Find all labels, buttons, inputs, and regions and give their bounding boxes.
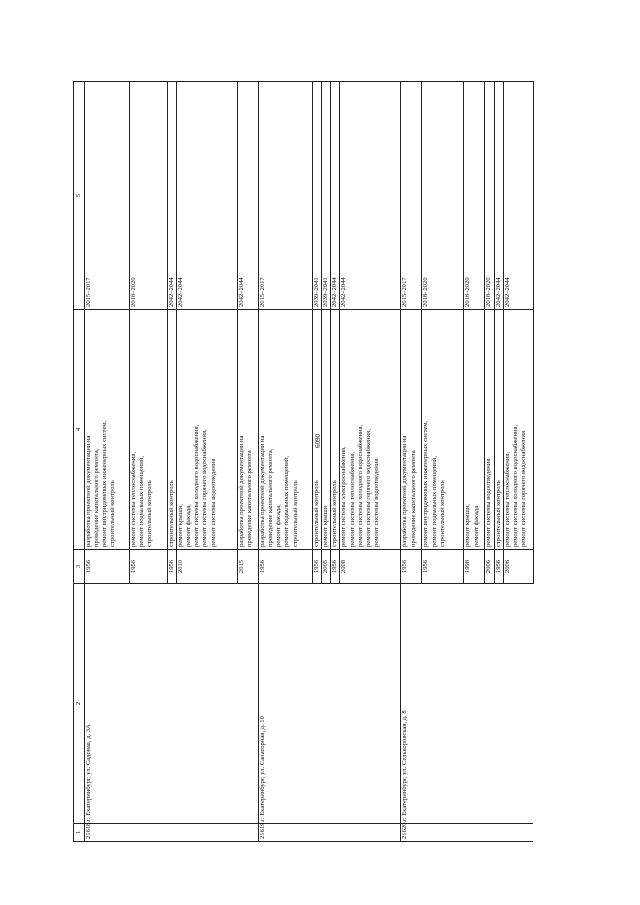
work-item: проведение капитального ремонта: [246, 450, 254, 547]
work-item: ремонт системы теплоснабжения,: [348, 452, 356, 547]
table-row: [238, 82, 259, 842]
works-list: [422, 310, 464, 550]
repair-period: 2039–2041: [322, 82, 331, 310]
work-item: ремонт фасада,: [275, 504, 283, 547]
row-number: [238, 824, 259, 842]
work-item: строительный контроль: [146, 480, 154, 547]
work-item: строительный контроль: [313, 480, 321, 547]
header-row: [74, 82, 85, 842]
commission-year: 2006: [503, 550, 533, 584]
work-item: разработка проектной документации на: [401, 435, 409, 547]
header-cell: 2: [74, 584, 85, 824]
row-number: [494, 824, 503, 842]
commission-year: 1956: [422, 550, 464, 584]
work-item: ремонт подвальных помещений,: [138, 456, 146, 547]
table-row: [485, 82, 494, 842]
rotated-table-wrapper: [73, 82, 583, 842]
address: [464, 584, 485, 824]
works-list: [331, 310, 340, 550]
row-number: [177, 824, 238, 842]
works-list: [464, 310, 485, 550]
repair-schedule-table: [73, 81, 534, 842]
work-item: проведение капитального ремонта: [409, 450, 417, 547]
table-row: [130, 82, 168, 842]
table-row: [177, 82, 238, 842]
address: [177, 584, 238, 824]
work-item: ремонт системы электроснабжения,: [340, 446, 348, 547]
work-item: ремонт системы горячего водоснабжения,: [364, 429, 372, 547]
works-list: [177, 310, 238, 550]
table-row: [85, 82, 130, 842]
row-number: [464, 824, 485, 842]
table-row: [168, 82, 177, 842]
work-item: строительный контроль: [438, 480, 446, 547]
address: г. Екатеринбург, ул. Садовая, д. 3А: [85, 584, 130, 824]
address: г. Екатеринбург, ул. Селькоровская, д. 8: [401, 584, 422, 824]
row-number: [322, 824, 331, 842]
repair-period: 2042–2044: [340, 82, 401, 310]
works-list: [259, 310, 313, 550]
work-item: ремонт системы теплоснабжения,: [503, 452, 511, 547]
row-number: [503, 824, 533, 842]
repair-period: 2015–2017: [259, 82, 313, 310]
work-item: ремонт системы горячего водоснабжения,: [201, 429, 209, 547]
table-body: [85, 82, 534, 842]
work-item: строительный контроль: [494, 480, 502, 547]
work-item: ремонт системы водоотведения: [209, 458, 217, 547]
commission-year: 2006: [485, 550, 494, 584]
works-list: [322, 310, 331, 550]
work-item: ремонт системы холодного водоснабжения,: [356, 424, 364, 547]
work-item: ремонт подвальных помещений,: [283, 456, 291, 547]
work-item: ремонт крыши,: [464, 504, 472, 547]
repair-period: 2039–2041: [313, 82, 322, 310]
address: [494, 584, 503, 824]
header-cell: 1: [74, 824, 85, 842]
row-number: [340, 824, 401, 842]
work-item: строительный контроль: [291, 480, 299, 547]
works-list: [168, 310, 177, 550]
work-item: ремонт крыши: [322, 505, 330, 547]
works-list: [313, 310, 322, 550]
address: [168, 584, 177, 824]
table-row: [401, 82, 422, 842]
table-row: [422, 82, 464, 842]
table-row: [340, 82, 401, 842]
work-item: ремонт подвальных помещений,: [430, 456, 438, 547]
works-list: [485, 310, 494, 550]
row-number: [422, 824, 464, 842]
repair-period: 2018–2020: [130, 82, 168, 310]
address: [331, 584, 340, 824]
work-item: проведение капитального ремонта,: [93, 448, 101, 547]
work-item: ремонт системы теплоснабжения,: [130, 452, 138, 547]
address: [130, 584, 168, 824]
works-list: [85, 310, 130, 550]
repair-period: 2042–2044: [238, 82, 259, 310]
repair-period: 2042–2044: [168, 82, 177, 310]
table-row: [322, 82, 331, 842]
address: [340, 584, 401, 824]
row-number: [485, 824, 494, 842]
commission-year: 1956: [494, 550, 503, 584]
repair-period: 2015–2017: [401, 82, 422, 310]
commission-year: 1956: [401, 550, 422, 584]
row-number: [168, 824, 177, 842]
repair-period: 2042–2044: [177, 82, 238, 310]
commission-year: 1956: [259, 550, 313, 584]
works-list: [494, 310, 503, 550]
work-item: разработка проектной документации на: [259, 435, 267, 547]
table-row: [494, 82, 503, 842]
work-item: ремонт фасада: [472, 505, 480, 547]
work-item: ремонт системы водоотведения: [372, 458, 380, 547]
works-list: [130, 310, 168, 550]
work-item: разработка проектной документации на: [238, 435, 246, 547]
header-cell: 5: [74, 82, 85, 310]
row-number: 21618.: [85, 824, 130, 842]
commission-year: 1956: [168, 550, 177, 584]
header-cell: 3: [74, 550, 85, 584]
work-item: ремонт внутридомовых инженерных систем,: [422, 420, 430, 547]
repair-period: 2042–2044: [494, 82, 503, 310]
table-row: [503, 82, 533, 842]
address: [503, 584, 533, 824]
commission-year: 2005: [322, 550, 331, 584]
table-row: [259, 82, 313, 842]
repair-period: 2018–2020: [485, 82, 494, 310]
commission-year: 1956: [331, 550, 340, 584]
commission-year: 1956: [130, 550, 168, 584]
page-number: 6090: [314, 434, 322, 448]
commission-year: 1956: [313, 550, 322, 584]
row-number: [313, 824, 322, 842]
commission-year: 1998: [464, 550, 485, 584]
works-list: [340, 310, 401, 550]
work-item: строительный контроль: [109, 480, 117, 547]
table-row: [331, 82, 340, 842]
repair-period: 2015–2017: [85, 82, 130, 310]
commission-year: 1956: [85, 550, 130, 584]
work-item: ремонт системы холодного водоснабжения,: [511, 424, 519, 547]
commission-year: 2008: [340, 550, 401, 584]
work-item: проведение капитального ремонта,: [267, 448, 275, 547]
repair-period: 2042–2044: [331, 82, 340, 310]
work-item: ремонт крыши,: [177, 504, 185, 547]
address: [313, 584, 322, 824]
address: [485, 584, 494, 824]
row-number: 21619.: [259, 824, 313, 842]
repair-period: 2018–2020: [464, 82, 485, 310]
table-row: [313, 82, 322, 842]
header-cell: 4: [74, 310, 85, 550]
works-list: [238, 310, 259, 550]
works-list: [401, 310, 422, 550]
row-number: 21620.: [401, 824, 422, 842]
repair-period: 2018–2020: [422, 82, 464, 310]
work-item: ремонт системы водоотведения: [485, 458, 493, 547]
row-number: [130, 824, 168, 842]
address: [422, 584, 464, 824]
work-item: ремонт системы горячего водоснабжения: [519, 430, 527, 547]
work-item: ремонт внутридомовых инженерных систем,: [101, 420, 109, 547]
row-number: [331, 824, 340, 842]
address: [238, 584, 259, 824]
address: [322, 584, 331, 824]
work-item: строительный контроль: [331, 480, 339, 547]
work-item: строительный контроль: [168, 480, 176, 547]
table-row: [464, 82, 485, 842]
commission-year: 2015: [238, 550, 259, 584]
works-list: [503, 310, 533, 550]
work-item: ремонт фасада,: [185, 504, 193, 547]
work-item: разработка проектной документации на: [85, 435, 93, 547]
address: г. Екатеринбург, ул. Санаторная, д. 10: [259, 584, 313, 824]
work-item: ремонт системы холодного водоснабжения,: [193, 424, 201, 547]
repair-period: 2042–2044: [503, 82, 533, 310]
commission-year: 2010: [177, 550, 238, 584]
